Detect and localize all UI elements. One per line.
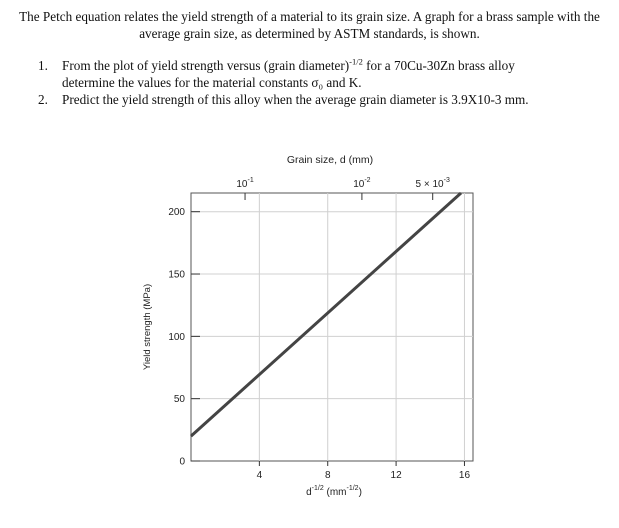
x-tick-label: 4 [256, 470, 263, 481]
x-tick-label: 12 [390, 470, 402, 481]
y-axis-label: Yield strength (MPa) [142, 283, 153, 371]
top-tick-label: $5 \times 10^{-3}$ [415, 177, 450, 190]
top-axis-label: Grain size, d (mm) [286, 154, 374, 166]
top-tick-label: $10^{-2}$ [353, 177, 371, 190]
y-tick-label: 150 [168, 269, 185, 281]
petch-plot [110, 145, 500, 515]
intro-paragraph: The Petch equation relates the yield strength of a material to its grain size. A graph for a brass sample with the average grain size, as determined by ASTM standards, is shown. [19, 9, 600, 41]
y-tick-label: 0 [179, 456, 185, 468]
top-tick-label: $10^{-1}$ [236, 177, 254, 190]
y-tick-label: 200 [168, 207, 185, 219]
question-1 [38, 57, 618, 91]
x-tick-label: 16 [458, 470, 471, 481]
question-2 [38, 91, 618, 109]
y-tick-label: 100 [168, 331, 185, 343]
y-tick-label: 50 [173, 394, 185, 406]
question-1-text: From the plot of yield strength versus (grain diameter)$^{-1/2}$ for a 70Cu-30Zn brass alloy determine the values for the material constants σ₀ and K. [62, 56, 515, 90]
x-tick-label: 8 [324, 470, 331, 481]
question-1-number: 1. [38, 58, 48, 73]
question-2-text: Predict the yield strength of this alloy when the average grain diameter is 3.9X10-3 mm. [62, 92, 529, 107]
x-axis-label: $d^{-1/2}$ $(mm^{-1/2})$ [306, 485, 362, 498]
question-2-number: 2. [38, 92, 48, 107]
plot-area [191, 193, 473, 461]
